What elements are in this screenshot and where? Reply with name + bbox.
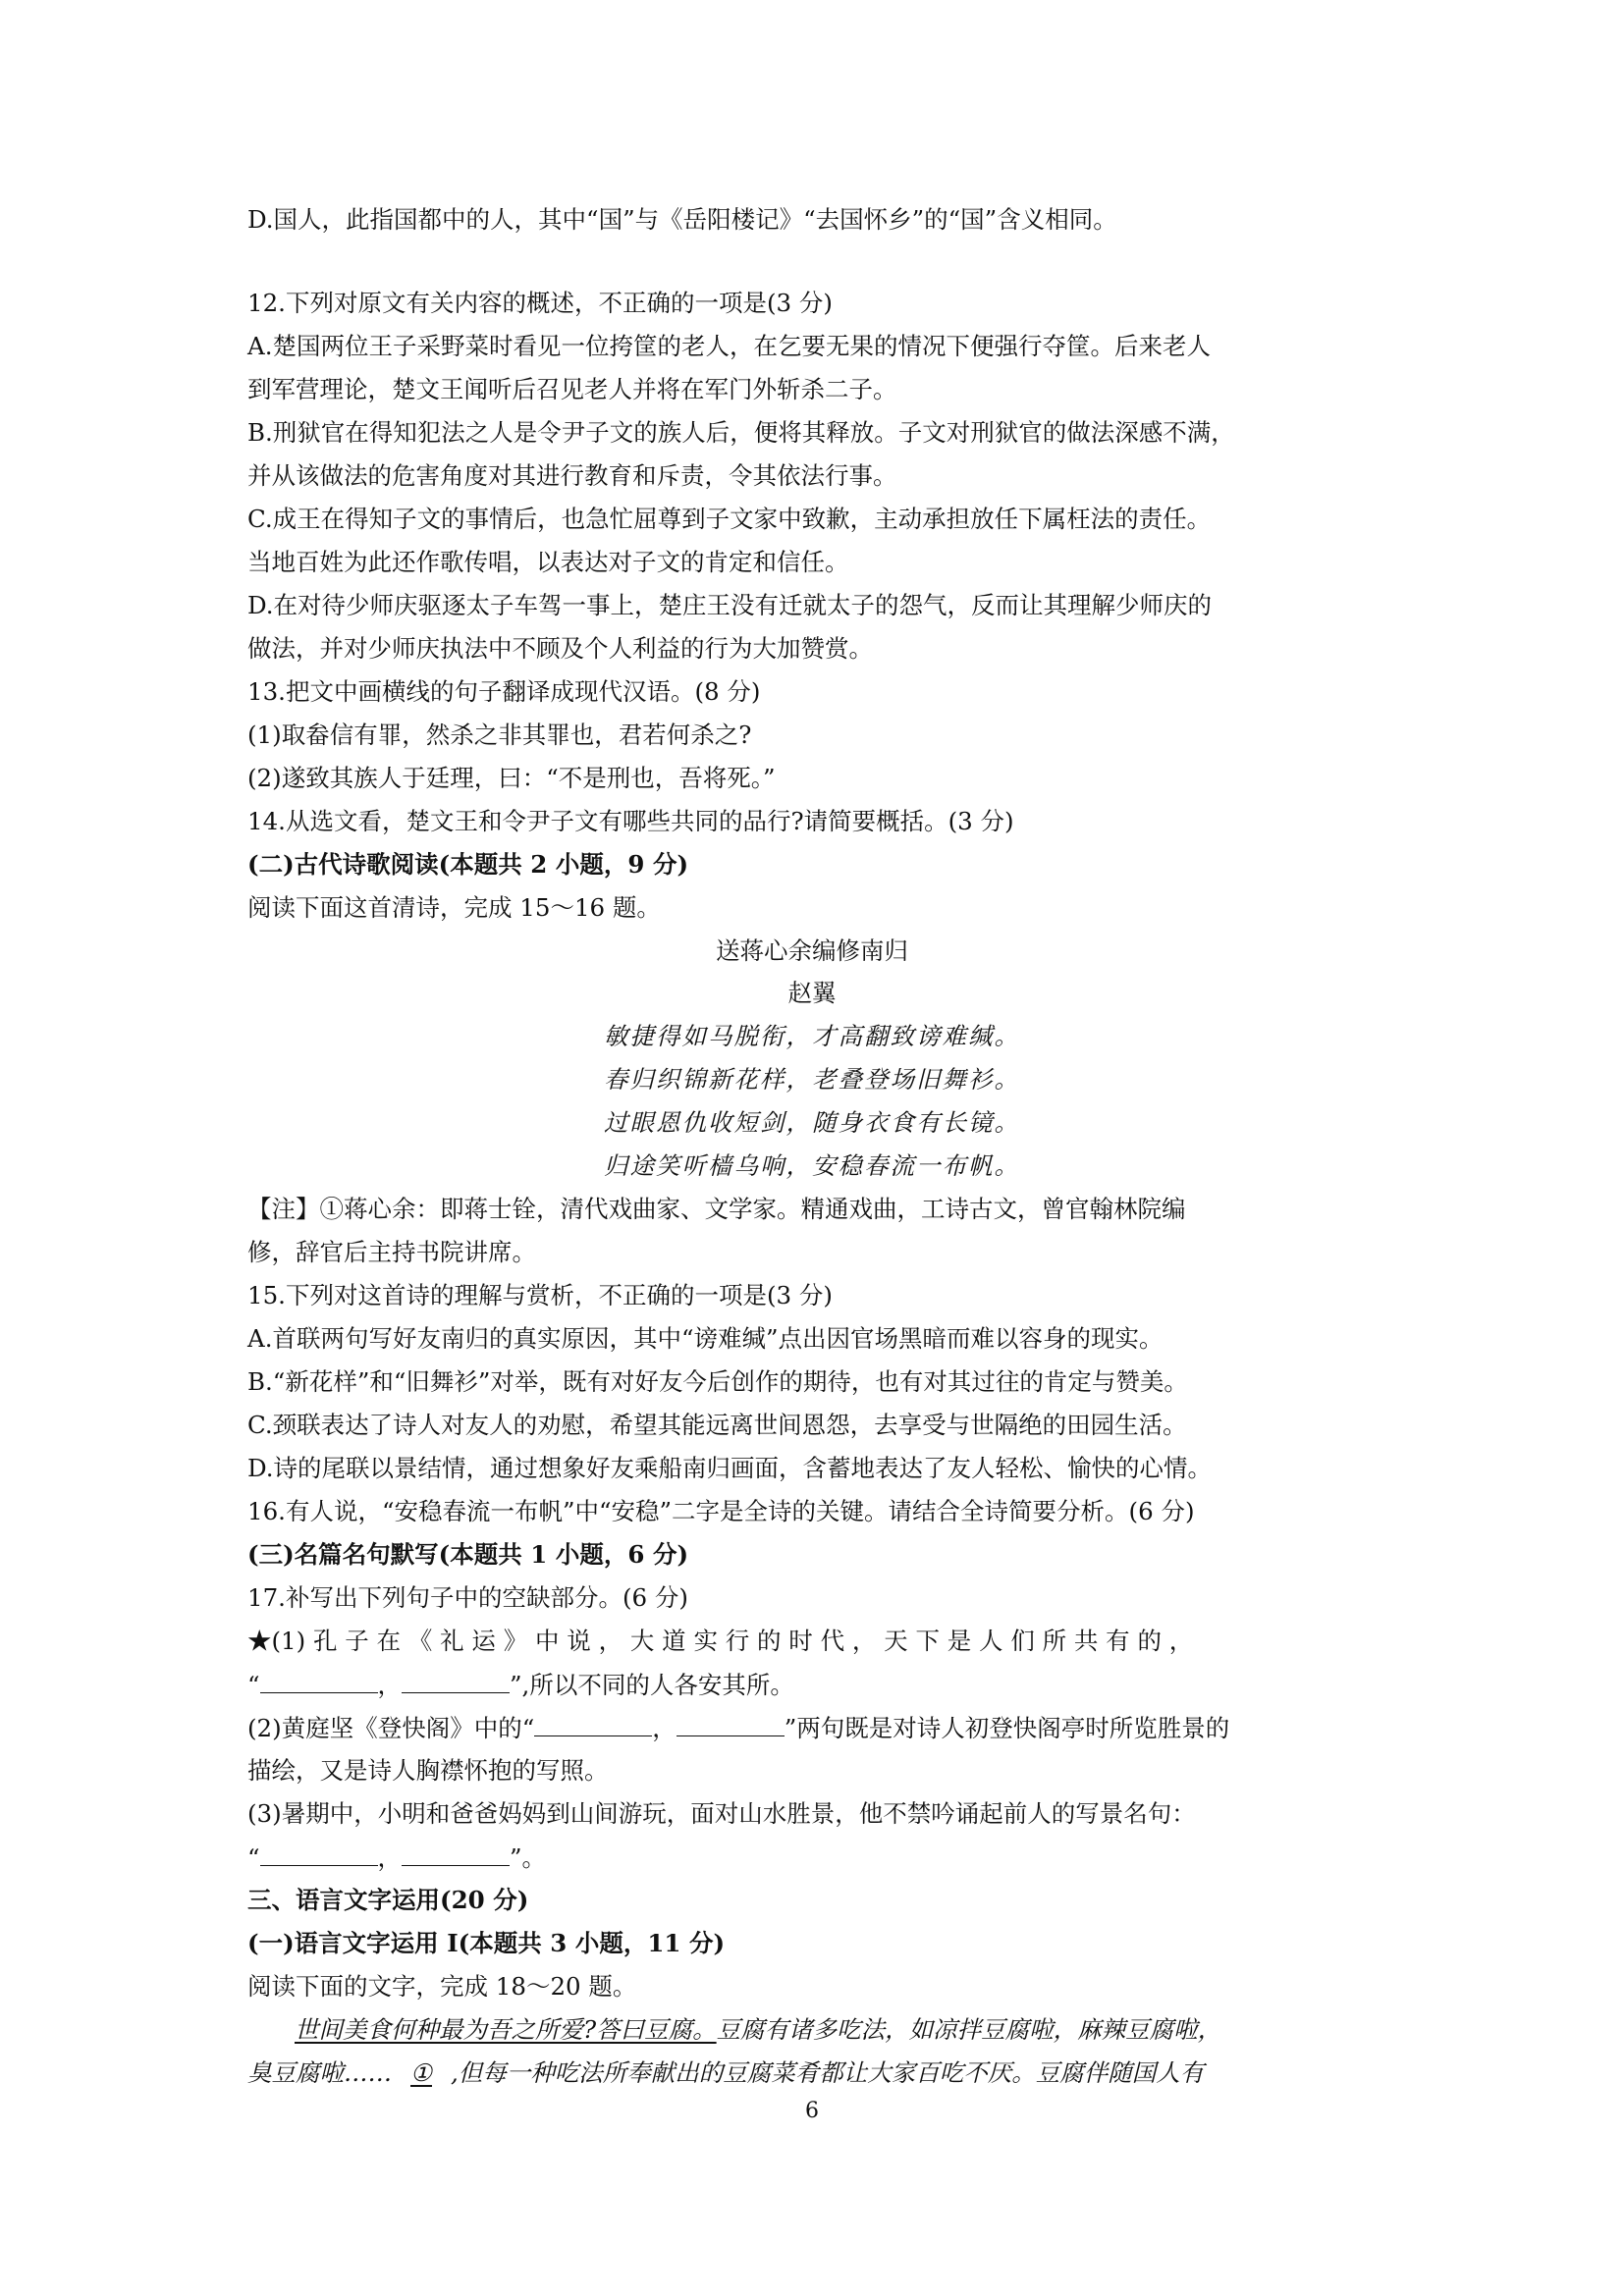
answer-blank[interactable] [260,1673,378,1693]
poem-line-2: 春归织锦新花样，老叠登场旧舞衫。 [604,1065,1020,1094]
q12-option-b-cont: 并从该做法的危害角度对其进行教育和斥责，令其依法行事。 [247,461,897,490]
poem-line-1: 敏捷得如马脱衔，才高翻致谤难缄。 [604,1022,1020,1050]
q17-part3-blanks: “ ， ”。 [247,1843,547,1872]
answer-blank[interactable] [534,1716,652,1736]
part3-sub-heading: (一)语言文字运用 I(本题共 3 小题，11 分) [247,1929,726,1957]
q12-option-a-cont: 到军营理论，楚文王闻听后召见老人并将在军门外斩杀二子。 [247,375,897,403]
q13-stem: 13.把文中画横线的句子翻译成现代汉语。(8 分) [247,677,761,706]
q13-sentence-1: (1)取畚信有罪，然杀之非其罪也，君若何杀之? [247,721,752,749]
q12-option-d-cont: 做法，并对少师庆执法中不顾及个人利益的行为大加赞赏。 [247,634,873,663]
poem-note: 【注】①蒋心余：即蒋士铨，清代戏曲家、文学家。精通戏曲，工诗古文，曾官翰林院编 [247,1195,1186,1223]
answer-blank[interactable] [260,1845,378,1866]
q12-stem: 12.下列对原文有关内容的概述，不正确的一项是(3 分) [247,289,833,317]
poem-line-4: 归途笑听樯乌响，安稳春流一布帆。 [604,1151,1020,1180]
q17-part2-cont: 描绘，又是诗人胸襟怀抱的写照。 [247,1756,609,1785]
q12-option-c-cont: 当地百姓为此还作歌传唱，以表达对子文的肯定和信任。 [247,548,849,576]
q16-stem: 16.有人说，“安稳春流一布帆”中“安稳”二字是全诗的关键。请结合全诗简要分析。(6 分) [247,1497,1195,1525]
part3-heading: 三、语言文字运用(20 分) [247,1886,529,1914]
poem-note-cont: 修，辞官后主持书院讲席。 [247,1238,536,1266]
numbered-blank[interactable]: ① [410,2058,432,2087]
answer-blank[interactable] [402,1845,510,1866]
q15-stem: 15.下列对这首诗的理解与赏析，不正确的一项是(3 分) [247,1281,833,1309]
underlined-sentence: 世间美食何种最为吾之所爱?答曰豆腐。 [295,2015,717,2044]
poem-title: 送蒋心余编修南归 [716,936,908,965]
option-d-line: D.国人，此指国都中的人，其中“国”与《岳阳楼记》“去国怀乡”的“国”含义相同。 [247,205,1117,234]
q17-stem: 17.补写出下列句子中的空缺部分。(6 分) [247,1583,688,1612]
q15-option-c: C.颈联表达了诗人对友人的劝慰，希望其能远离世间恩怨，去享受与世隔绝的田园生活。 [247,1411,1187,1439]
q12-option-a: A.楚国两位王子采野菜时看见一位挎筐的老人，在乞要无果的情况下便强行夺筐。后来老人 [247,332,1211,360]
passage-line-2: 臭豆腐啦…… ① ,但每一种吃法所奉献出的豆腐菜肴都让大家百吃不厌。豆腐伴随国人有 [247,2058,1205,2087]
page-number: 6 [805,2099,819,2123]
poem-line-3: 过眼恩仇收短剑，随身衣食有长镜。 [604,1108,1020,1137]
q17-part1-blanks: “ ， ”,所以不同的人各安其所。 [247,1671,794,1699]
q12-option-c: C.成王在得知子文的事情后，也急忙屈尊到子文家中致歉，主动承担放任下属枉法的责任。 [247,505,1212,533]
q14-stem: 14.从选文看，楚文王和令尹子文有哪些共同的品行?请简要概括。(3 分) [247,807,1014,835]
q17-part2: (2)黄庭坚《登快阁》中的“ ， ”两句既是对诗人初登快阁亭时所览胜景的 [247,1714,1230,1742]
q15-option-a: A.首联两句写好友南归的真实原因，其中“谤难缄”点出因官场黑暗而难以容身的现实。 [247,1324,1164,1353]
q17-part1: ★(1) 孔 子 在 《 礼 运 》 中 说 ， 大 道 实 行 的 时 代 ， 天 下 是 人 们 所 共 有 的 ， [247,1627,1194,1655]
part3-intro: 阅读下面的文字，完成 18～20 题。 [247,1972,637,2001]
poem-author: 赵翼 [787,979,837,1007]
answer-blank[interactable] [402,1673,510,1693]
section3-heading: (三)名篇名句默写(本题共 1 小题，6 分) [247,1540,689,1569]
q13-sentence-2: (2)遂致其族人于廷理，曰：“不是刑也，吾将死。” [247,764,776,792]
q15-option-d: D.诗的尾联以景结情，通过想象好友乘船南归画面，含蓄地表达了友人轻松、愉快的心情。 [247,1454,1213,1482]
q12-option-d: D.在对待少师庆驱逐太子车驾一事上，楚庄王没有迁就太子的怨气，反而让其理解少师庆的 [247,591,1213,619]
answer-blank[interactable] [677,1716,785,1736]
q12-option-b: B.刑狱官在得知犯法之人是令尹子文的族人后，便将其释放。子文对刑狱官的做法深感不满， [247,418,1235,447]
section2-heading: (二)古代诗歌阅读(本题共 2 小题，9 分) [247,850,689,879]
q15-option-b: B.“新花样”和“旧舞衫”对举，既有对好友今后创作的期待，也有对其过往的肯定与赞美。 [247,1367,1188,1396]
q17-part3: (3)暑期中，小明和爸爸妈妈到山间游玩，面对山水胜景，他不禁吟诵起前人的写景名句： [247,1799,1196,1828]
passage-line-1: 世间美食何种最为吾之所爱?答曰豆腐。豆腐有诸多吃法，如凉拌豆腐啦，麻辣豆腐啦， [295,2015,1222,2044]
section2-intro: 阅读下面这首清诗，完成 15～16 题。 [247,893,661,922]
